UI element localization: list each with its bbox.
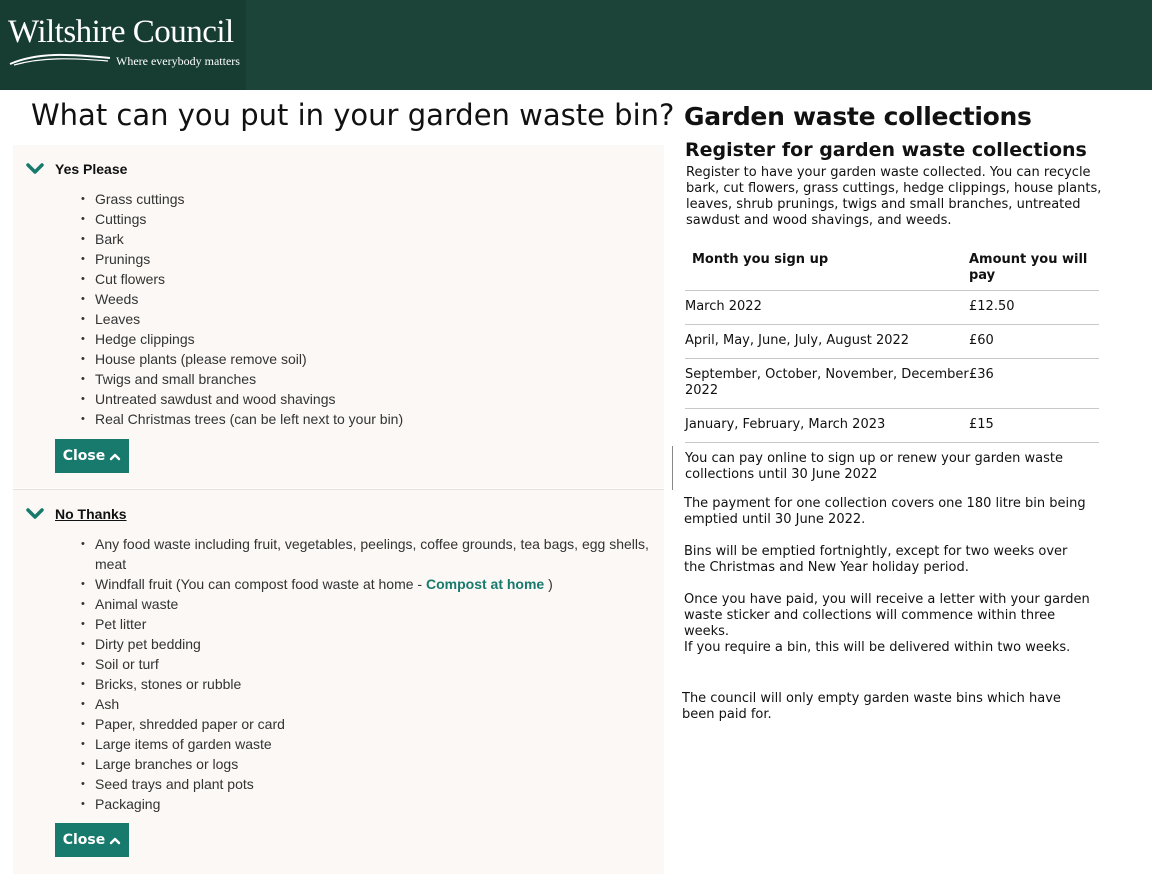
pricing-table (685, 244, 1099, 443)
no-thanks-toggle[interactable] (25, 504, 127, 524)
list-item: • Paper, shredded paper or card (81, 714, 656, 734)
chevron-down-icon (25, 162, 45, 176)
chevron-up-icon (109, 836, 121, 845)
yes-please-toggle[interactable] (25, 159, 127, 179)
list-item: • Packaging (81, 794, 656, 814)
chevron-up-icon (109, 452, 121, 461)
list-item: • Untreated sawdust and wood shavings (81, 389, 656, 409)
intro-text: Register to have your garden waste collected. You can recycle bark, cut flowers, grass cuttings, hedge clippings, house plants, leaves, shrub prunings, twigs and small branches, untreated sawdust and wood shavings, and weeds. (686, 165, 1102, 228)
list-item (81, 574, 656, 594)
list-item: • Weeds (81, 289, 656, 309)
month-cell: September, October, November, December 2022 (685, 359, 969, 409)
info-paid-only: The council will only empty garden waste bins which have been paid for. (682, 691, 1061, 722)
list-item: • Soil or turf (81, 654, 656, 674)
table-row (685, 291, 1099, 325)
list-item: • Cuttings (81, 209, 656, 229)
logo-tagline: Where everybody matters (116, 54, 240, 68)
close-no-button[interactable] (55, 823, 129, 857)
list-item: • Seed trays and plant pots (81, 774, 656, 794)
list-item: • Cut flowers (81, 269, 656, 289)
info-payment-covers: The payment for one collection covers one 180 litre bin being emptied until 30 June 2022. (684, 496, 1086, 527)
close-label: Close (62, 448, 106, 464)
month-cell: March 2022 (685, 291, 969, 325)
windfall-text: Windfall fruit (You can compost food waste at home - (95, 576, 423, 592)
month-cell: January, February, March 2023 (685, 409, 969, 443)
list-item: • Any food waste including fruit, vegetables, peelings, coffee grounds, tea bags, egg shells, meat (81, 534, 656, 574)
table-row (685, 409, 1099, 443)
info-letter: Once you have paid, you will receive a letter with your garden waste sticker and collections will commence within three weeks. (684, 592, 1090, 639)
list-item: • Prunings (81, 249, 656, 269)
column-header-amount: Amount you will pay (969, 244, 1099, 291)
list-item: • Real Christmas trees (can be left next to your bin) (81, 409, 656, 429)
table-row (685, 359, 1099, 409)
list-item: • Hedge clippings (81, 329, 656, 349)
no-thanks-heading: No Thanks (55, 506, 127, 522)
list-item: • Dirty pet bedding (81, 634, 656, 654)
logo-swoosh-icon (8, 52, 112, 66)
list-item: • Grass cuttings (81, 189, 656, 209)
amount-cell: £12.50 (969, 291, 1099, 325)
windfall-suffix: ) (548, 576, 553, 592)
section-subtitle: Register for garden waste collections (685, 139, 1087, 161)
month-cell: April, May, June, July, August 2022 (685, 325, 969, 359)
no-items-list (81, 534, 656, 814)
list-item: • Pet litter (81, 614, 656, 634)
close-yes-button[interactable] (55, 439, 129, 473)
amount-cell: £36 (969, 359, 1099, 409)
amount-cell: £60 (969, 325, 1099, 359)
info-fortnightly: Bins will be emptied fortnightly, except for two weeks over the Christmas and New Year holiday period. (684, 544, 1068, 575)
list-item: • House plants (please remove soil) (81, 349, 656, 369)
list-item: • Animal waste (81, 594, 656, 614)
yes-please-heading: Yes Please (55, 161, 128, 177)
list-item: • Ash (81, 694, 656, 714)
info-pay-online: You can pay online to sign up or renew your garden waste collections until 30 June 2022 (685, 451, 1063, 482)
column-header-month: Month you sign up (685, 244, 969, 291)
table-row (685, 325, 1099, 359)
council-logo[interactable] (0, 0, 246, 90)
section-title: Garden waste collections (684, 102, 1032, 131)
list-item: • Twigs and small branches (81, 369, 656, 389)
page-title: What can you put in your garden waste bin? (31, 98, 675, 132)
site-header (0, 0, 1152, 90)
yes-please-panel (13, 145, 664, 488)
info-bin-delivery: If you require a bin, this will be delivered within two weeks. (684, 640, 1071, 655)
compost-at-home-link[interactable]: Compost at home (425, 576, 545, 592)
list-item: • Leaves (81, 309, 656, 329)
divider (672, 446, 673, 490)
list-item: • Bricks, stones or rubble (81, 674, 656, 694)
yes-items-list (81, 189, 656, 429)
no-thanks-panel (13, 489, 664, 874)
list-item: • Large branches or logs (81, 754, 656, 774)
amount-cell: £15 (969, 409, 1099, 443)
table-header-row (685, 244, 1099, 291)
logo-name: Wiltshire Council (8, 14, 234, 50)
chevron-down-icon (25, 507, 45, 521)
list-item: • Bark (81, 229, 656, 249)
close-label: Close (62, 832, 106, 848)
list-item: • Large items of garden waste (81, 734, 656, 754)
